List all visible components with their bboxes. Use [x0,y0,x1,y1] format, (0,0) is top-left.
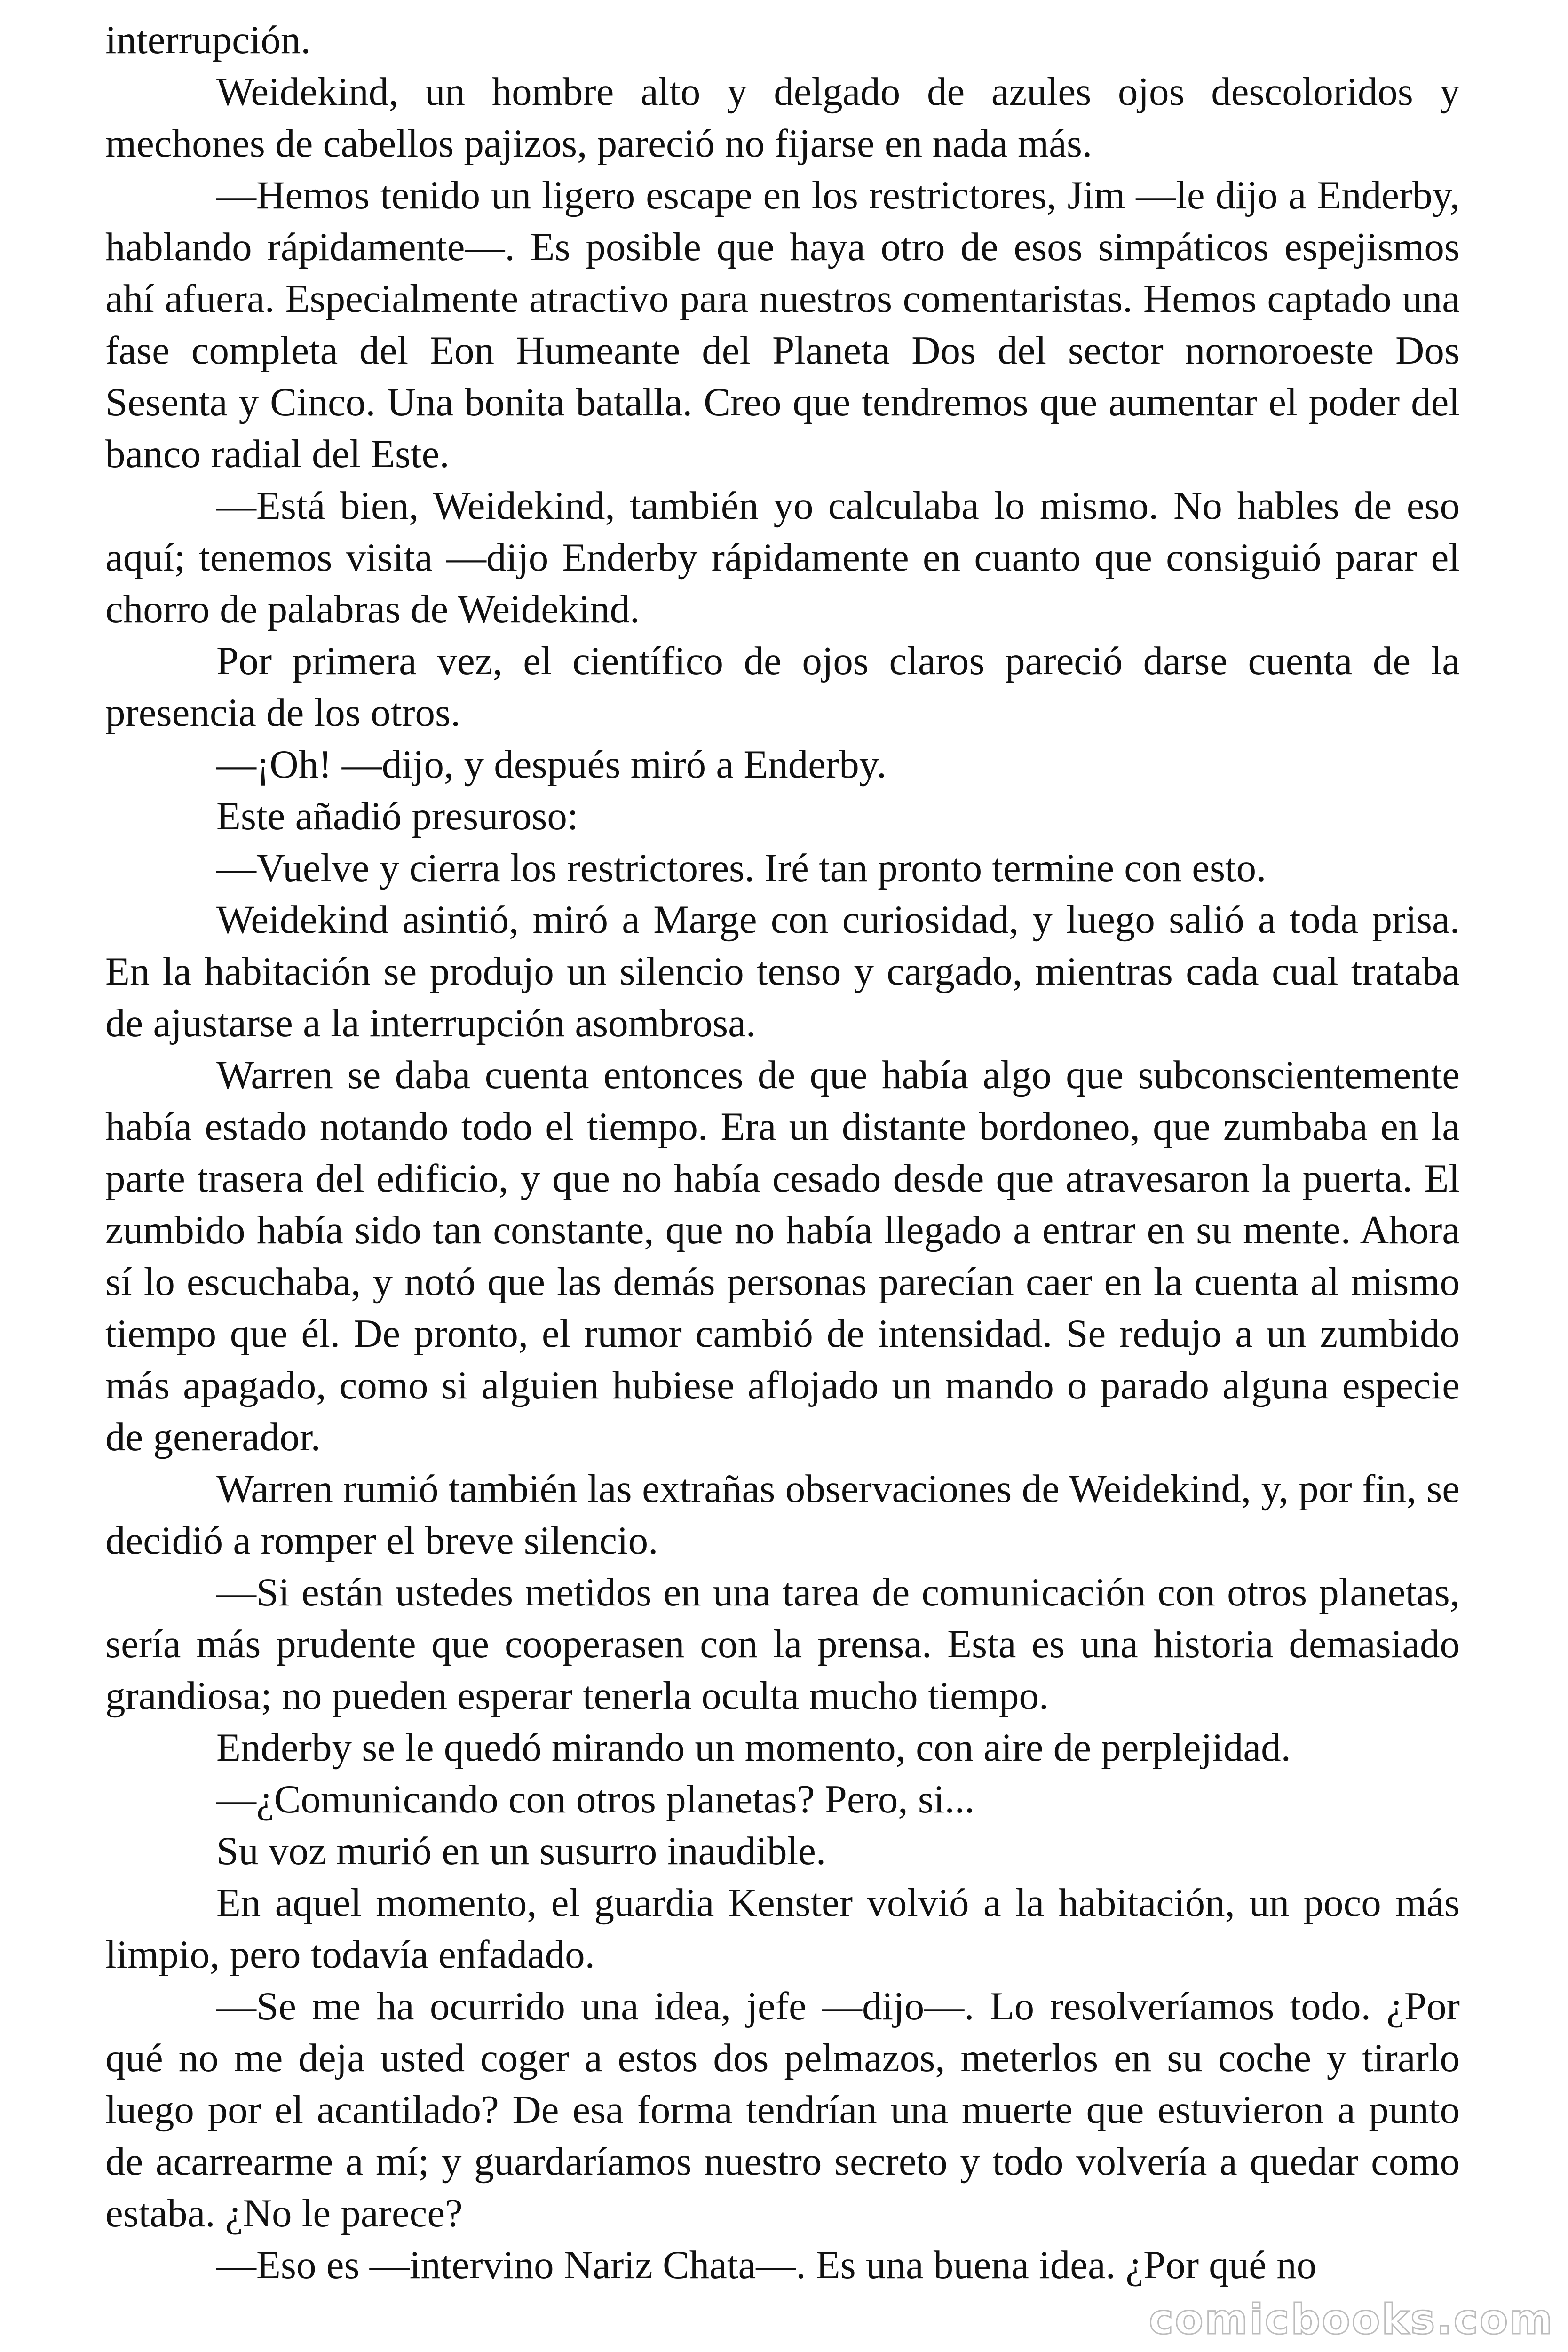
paragraph: —¿Comunicando con otros planetas? Pero, si... [216,1777,975,1821]
paragraph: En aquel momento, el guardia Kenster volvió a la habitación, un poco más limpio, pero todavía enfadado. [105,1881,1460,1977]
paragraph: —Si están ustedes metidos en una tarea de comunicación con otros planetas, sería más prudente que cooperasen con la prensa. Esta es una historia demasiado grandiosa; no pueden esperar tenerla oculta mucho tiempo. [105,1570,1460,1718]
paragraph: Weidekind, un hombre alto y delgado de azules ojos descoloridos y mechones de cabellos pajizos, pareció no fijarse en nada más. [105,70,1460,166]
paragraph: —¡Oh! —dijo, y después miró a Enderby. [216,742,887,787]
book-page [105,14,1460,2291]
paragraph: interrupción. [105,18,311,62]
paragraph: —Se me ha ocurrido una idea, jefe —dijo—. Lo resolveríamos todo. ¿Por qué no me deja usted coger a estos dos pelmazos, meterlos en su coche y tirarlo luego por el acantilado? De esa forma tendrían una muerte que estuvieron a punto de acarrearme a mí; y guardaríamos nuestro secreto y todo volvería a quedar como estaba. ¿No le parece? [105,1984,1460,2235]
paragraph: Weidekind asintió, miró a Marge con curiosidad, y luego salió a toda prisa. En la habitación se produjo un silencio tenso y cargado, mientras cada cual trataba de ajustarse a la interrupción asombrosa. [105,898,1460,1045]
paragraph: —Está bien, Weidekind, también yo calculaba lo mismo. No hables de eso aquí; tenemos visita —dijo Enderby rápidamente en cuanto que consiguió parar el chorro de palabras de Weidekind. [105,484,1460,631]
paragraph: Su voz murió en un susurro inaudible. [216,1829,826,1873]
paragraph: —Vuelve y cierra los restrictores. Iré tan pronto termine con esto. [216,846,1267,890]
paragraph: Por primera vez, el científico de ojos claros pareció darse cuenta de la presencia de los otros. [105,639,1460,735]
watermark: comicbooks.com [1148,2295,1554,2344]
paragraph: Warren se daba cuenta entonces de que había algo que subconscientemente había estado notando todo el tiempo. Era un distante bordoneo, que zumbaba en la parte trasera del edificio, y que no había cesado desde que atravesaron la puerta. El zumbido había sido tan constante, que no había llegado a entrar en su mente. Ahora sí lo escuchaba, y notó que las demás personas parecían caer en la cuenta al mismo tiempo que él. De pronto, el rumor cambió de intensidad. Se redujo a un zumbido más apagado, como si alguien hubiese aflojado un mando o parado alguna especie de generador. [105,1053,1460,1459]
paragraph: —Eso es —intervino Nariz Chata—. Es una buena idea. ¿Por qué no [216,2243,1317,2287]
paragraph: —Hemos tenido un ligero escape en los restrictores, Jim —le dijo a Enderby, hablando rápidamente—. Es posible que haya otro de esos simpáticos espejismos ahí afuera. Especialmente atractivo para nuestros comentaristas. Hemos captado una fase completa del Eon Humeante del Planeta Dos del sector nornoroeste Dos Sesenta y Cinco. Una bonita batalla. Creo que tendremos que aumentar el poder del banco radial del Este. [105,173,1460,476]
paragraph: Warren rumió también las extrañas observaciones de Weidekind, y, por fin, se decidió a romper el breve silencio. [105,1467,1460,1563]
paragraph: Este añadió presuroso: [216,794,578,838]
paragraph: Enderby se le quedó mirando un momento, con aire de perplejidad. [216,1725,1291,1770]
